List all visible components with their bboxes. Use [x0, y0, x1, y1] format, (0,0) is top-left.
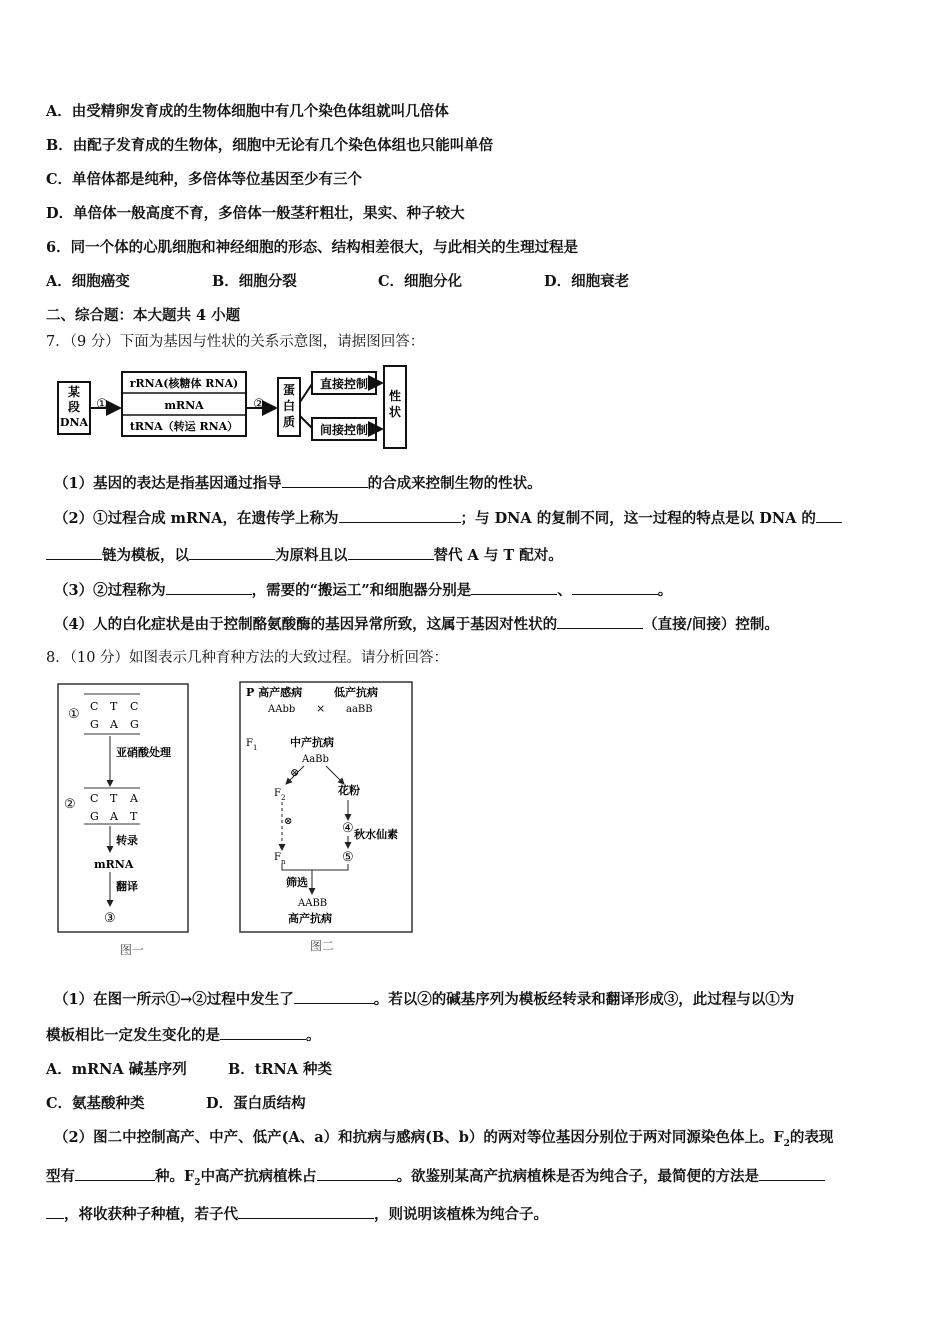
fig2-selfing2: ⊗ [284, 816, 293, 827]
fig1-mrna: mRNA [94, 858, 134, 871]
q8-blank-4[interactable] [317, 1166, 397, 1181]
q7-blank-1[interactable] [282, 473, 368, 488]
q8-option-d: D．蛋白质结构 [206, 1095, 306, 1112]
fig1-bot2-3: T [130, 810, 138, 823]
q7-stem: 7．（9 分）下面为基因与性状的关系示意图，请据图回答： [46, 334, 425, 350]
fig1-mark3: ③ [104, 911, 116, 926]
q8-part1-cont: 模板相比一定发生变化的是 。 [46, 1027, 321, 1044]
fig2-f1: F [246, 738, 253, 749]
section-heading: 二、综合题：本大题共 4 小题 [46, 307, 241, 324]
mrna-label: mRNA [164, 399, 204, 412]
fig2-geno1: AAbb [268, 704, 296, 715]
q6-option-d: D．细胞衰老 [544, 273, 630, 290]
indirect-control-label: 间接控制 [319, 423, 369, 437]
step1-label: ① [96, 397, 108, 412]
fig1-bot-2: A [110, 718, 118, 731]
q7-blank-7[interactable] [471, 580, 557, 595]
figure-one [54, 682, 194, 962]
q7-part1: （1）基因的表达是指基因通过指导 的合成来控制生物的性状。 [54, 475, 542, 492]
q8-part2-end: ，将收获种子种植，若子代 ，则说明该植株为纯合子。 [46, 1204, 548, 1225]
q7-blank-6[interactable] [166, 580, 252, 595]
q8-stem: 8．（10 分）如图表示几种育种方法的大致过程。请分析回答： [46, 650, 449, 666]
fig1-bot2-2: A [110, 810, 118, 823]
fig1-transcribe: 转录 [116, 834, 138, 847]
fig1-caption: 图一 [120, 943, 145, 957]
fig1-treatment: 亚硝酸处理 [116, 746, 171, 759]
q8-option-c: C．氨基酸种类 [46, 1095, 145, 1112]
fig1-bot2-1: G [90, 810, 99, 823]
dna-box-line2: 段 [67, 400, 81, 414]
fig1-mark2: ② [64, 797, 76, 812]
trna-label: tRNA（转运 RNA） [129, 420, 239, 433]
q8-blank-5[interactable] [759, 1166, 825, 1181]
q6-stem: 6．同一个体的心肌细胞和神经细胞的形态、结构相差很大，与此相关的生理过程是 [46, 239, 579, 256]
q8-part2: （2）图二中控制高产、中产、低产(A、a）和抗病与感病(B、b）的两对等位基因分别位于两对同源染色体上。$F_2$的表现 [54, 1129, 834, 1149]
q8-part2-cont: 型有 种。$F_2$中高产抗病植株占 。欲鉴别某高产抗病植株是否为纯合子，最简便的方法是 [46, 1166, 825, 1193]
q7-blank-8[interactable] [572, 580, 658, 595]
q7-part4: （4）人的白化症状是由于控制酪氨酸酶的基因异常所致，这属于基因对性状的 （直接/间接）控制。 [54, 616, 779, 633]
trait-line1: 性 [388, 389, 402, 403]
fig2-cross: × [316, 702, 326, 715]
fig2-caption: 图二 [310, 939, 335, 953]
q8-blank-5b[interactable] [46, 1204, 64, 1219]
q7-blank-9[interactable] [557, 614, 643, 629]
q6-option-b: B．细胞分裂 [212, 273, 297, 290]
fig2-mark4: ④ [342, 821, 354, 836]
fig1-top2-3: A [130, 792, 138, 805]
fig1-bot-3: G [130, 718, 139, 731]
fig1-mark1: ① [68, 707, 80, 722]
q8-blank-1[interactable] [294, 989, 374, 1004]
dna-box-line3: DNA [59, 416, 89, 429]
fig2-geno2: aaBB [346, 704, 373, 715]
trait-line2: 状 [388, 405, 402, 419]
fig2-p-line: P 高产感病 [246, 686, 303, 699]
q5-option-c: C．单倍体都是纯种，多倍体等位基因至少有三个 [46, 171, 363, 188]
fig2-result-pheno: 高产抗病 [288, 912, 332, 925]
figure-two [238, 680, 418, 962]
rrna-label: rRNA(核糖体 RNA) [129, 377, 239, 390]
protein-line2: 白 [282, 399, 296, 413]
q8-part1: （1）在图一所示①→②过程中发生了 。若以②的碱基序列为模板经转录和翻译形成③，此过程与以①为 [54, 991, 795, 1008]
q7-blank-2[interactable] [339, 508, 461, 523]
fig2-screen: 筛选 [286, 876, 308, 889]
fig1-top2-2: T [110, 792, 118, 805]
q5-option-a: A．由受精卵发育成的生物体细胞中有几个染色体组就叫几倍体 [46, 103, 449, 120]
fig2-pollen: 花粉 [338, 784, 360, 797]
q8-blank-2[interactable] [220, 1025, 306, 1040]
q8-options-ab [46, 1060, 332, 1080]
q8-blank-6[interactable] [238, 1204, 374, 1219]
q7-blank-3[interactable] [816, 508, 842, 523]
q7-blank-4[interactable] [189, 545, 275, 560]
protein-line1: 蛋 [282, 383, 296, 397]
fig2-fn-sub: n [281, 858, 286, 866]
fig2-colchicine: 秋水仙素 [354, 828, 398, 841]
q7-part3: （3）②过程称为 ，需要的“搬运工”和细胞器分别是 、 。 [54, 582, 673, 599]
q7-blank-5[interactable] [348, 545, 434, 560]
fig2-f1-pheno: 中产抗病 [290, 736, 334, 749]
q6-options [46, 272, 629, 292]
q7-blank-3b[interactable] [46, 545, 102, 560]
fig1-top-1: C [90, 700, 99, 713]
q6-option-c: C．细胞分化 [378, 273, 463, 290]
dna-box-line1: 某 [67, 385, 81, 399]
step2-label: ② [253, 397, 265, 412]
protein-line3: 质 [282, 415, 296, 429]
fig2-result-geno: AABB [298, 898, 328, 909]
fig1-top-3: C [130, 700, 139, 713]
q8-option-a: A．mRNA 碱基序列 [46, 1061, 187, 1078]
q8-option-b: B．tRNA 种类 [228, 1061, 333, 1078]
fig1-top-2: T [110, 700, 118, 713]
q5-option-b: B．由配子发育成的生物体，细胞中无论有几个染色体组也只能叫单倍 [46, 137, 494, 154]
q6-option-a: A．细胞癌变 [46, 273, 130, 290]
q5-option-d: D．单倍体一般高度不育，多倍体一般茎秆粗壮，果实、种子较大 [46, 205, 465, 222]
fig2-p-right: 低产抗病 [334, 686, 378, 699]
fig2-f1-sub: 1 [253, 744, 258, 752]
q8-options-cd [46, 1094, 306, 1114]
direct-control-label: 直接控制 [319, 377, 369, 391]
fig2-f2-sub: 2 [281, 794, 286, 802]
fig2-f1-geno: AaBb [302, 754, 329, 765]
fig2-fn: F [274, 852, 281, 863]
fig1-bot-1: G [90, 718, 99, 731]
fig2-mark5: ⑤ [342, 850, 354, 865]
fig1-translate: 翻译 [116, 880, 138, 893]
gene-trait-diagram [50, 362, 410, 452]
q7-part2-cont: 链为模板，以 为原料且以 替代 A 与 T 配对。 [46, 545, 563, 566]
fig2-f2: F [274, 788, 281, 799]
q7-part2: （2）①过程合成 mRNA，在遗传学上称为 ；与 DNA 的复制不同，这一过程的特点是以 DNA 的 [54, 508, 842, 529]
q8-blank-3[interactable] [75, 1166, 155, 1181]
fig1-top2-1: C [90, 792, 99, 805]
fig2-selfing: ⊗ [290, 766, 300, 779]
